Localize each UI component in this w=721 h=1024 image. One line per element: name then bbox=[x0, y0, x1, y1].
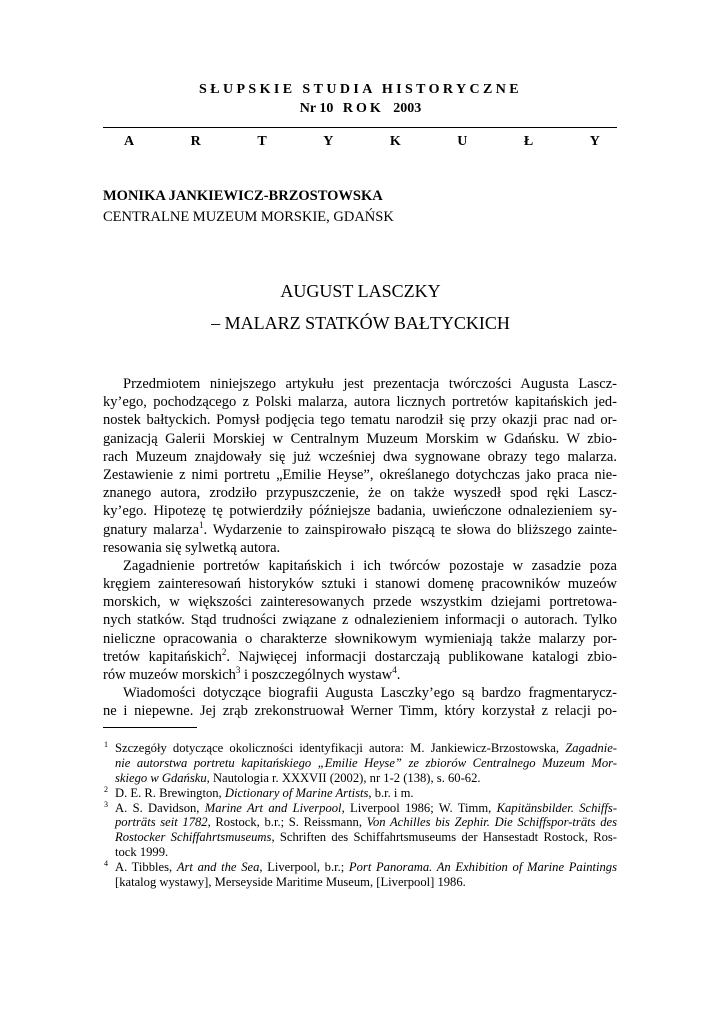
footnote-title: Von Achilles bis Zephir. Die Schiffspor-träts des bbox=[366, 815, 617, 830]
article-title-line1: AUGUST LASCZKY bbox=[280, 281, 441, 301]
footnote-number: 3 bbox=[104, 799, 108, 809]
journal-title: SŁUPSKIE STUDIA HISTORYCZNE bbox=[199, 82, 522, 97]
body-text: rów muzeów morskich bbox=[103, 667, 236, 683]
footnote bbox=[103, 801, 617, 861]
footnote-number: 4 bbox=[104, 859, 108, 869]
header-rule bbox=[103, 127, 617, 128]
footnote-line bbox=[115, 860, 617, 875]
body-line: ne i niepewne. Jej zrąb zrekonstruował Werner Timm, który korzystał z relacji po- bbox=[103, 703, 617, 720]
footnote-text: , b.r. i m. bbox=[368, 785, 414, 800]
body-line: morskich, w większości zainteresowanych przede wszystkim dziejami portretowa- bbox=[103, 594, 617, 611]
body-line: ky’ego, pochodzącego z Polski malarza, autora licznych portretów kapitańskich jed- bbox=[103, 394, 617, 411]
footnotes bbox=[103, 741, 617, 890]
footnote bbox=[103, 860, 617, 890]
body-line: znanego autora, zrodziło przypuszczenie, że on także wyszedł spod ręki Lascz- bbox=[103, 485, 617, 502]
section-letter: A bbox=[124, 134, 135, 149]
body-text: tretów kapitańskich bbox=[103, 648, 222, 665]
section-letter: Y bbox=[589, 134, 600, 149]
body-line: nych statków. Stąd trudności związane z odnalezieniem informacji o autorach. Tylko bbox=[103, 612, 617, 629]
section-letter: T bbox=[257, 134, 267, 149]
footnote-title: Kapitänsbilder. Schiffs- bbox=[496, 800, 618, 815]
footnote-text: A. S. Davidson, bbox=[115, 800, 205, 815]
body-line: Przedmiotem niniejszego artykułu jest prezentacja twórczości Augusta Lascz- bbox=[123, 376, 617, 392]
section-heading bbox=[124, 134, 600, 150]
footnote-line bbox=[115, 756, 617, 771]
footnote-text: , Schriften des Schiffahrtsmuseums der Hansestadt Rostock, Ros- bbox=[271, 830, 617, 845]
year-label: ROK bbox=[342, 101, 384, 116]
footnote-title: Zagadnie- bbox=[565, 741, 617, 755]
footnote-text: A. Tibbles, bbox=[115, 860, 177, 875]
footnote-line bbox=[115, 741, 617, 756]
article-body bbox=[103, 375, 617, 721]
body-line: ganizacją Galerii Morskiej w Centralnym Muzeum Morskim w Gdańsku. W zbio- bbox=[103, 430, 617, 447]
footnote-title: Dictionary of Marine Artists bbox=[224, 785, 369, 800]
issue-number-label: Nr bbox=[299, 101, 316, 116]
footnote-title: Marine Art and Liverpool bbox=[204, 800, 342, 815]
footnote-ref[interactable]: 1 bbox=[199, 519, 204, 530]
body-line: Zagadnienie portretów kapitańskich i ich twórców pozostaje w zasadzie poza bbox=[123, 557, 617, 574]
footnote-text: , Liverpool 1986; W. Timm, bbox=[341, 800, 497, 815]
footnote-rule bbox=[103, 727, 197, 728]
article-title-line2: – MALARZ STATKÓW BAŁTYCKICH bbox=[211, 313, 510, 333]
footnote-title: porträts seit 1782 bbox=[115, 815, 208, 830]
footnote-text: Szczegóły dotyczące okoliczności identyfikacji autora: M. Jankiewicz-Brzostowska, bbox=[115, 741, 566, 755]
footnote-line bbox=[115, 801, 617, 816]
footnote-text: , Nautologia r. XXXVII (2002), nr 1-2 (138), s. 60-62. bbox=[206, 770, 481, 785]
footnote-text: D. E. R. Brewington, bbox=[115, 785, 225, 800]
footnote-number: 1 bbox=[104, 740, 108, 749]
body-line bbox=[103, 666, 617, 684]
author-name: MONIKA JANKIEWICZ-BRZOSTOWSKA bbox=[103, 188, 383, 204]
body-line: resowania się sylwetką autora. bbox=[103, 539, 281, 556]
footnote-title: skiego w Gdańsku bbox=[115, 770, 207, 785]
body-line bbox=[103, 521, 617, 539]
section-letter: R bbox=[190, 134, 201, 149]
body-line bbox=[103, 648, 617, 666]
body-line: kręgiem zainteresowań historyków sztuki i stanowi domenę pracowników muzeów bbox=[103, 576, 617, 593]
body-line: ky’ego. Hipotezę tę potwierdziły późniejsze badania, uwieńczone odnalezieniem sy- bbox=[103, 503, 617, 520]
issue-number: 10 bbox=[319, 101, 334, 116]
footnote bbox=[103, 741, 617, 786]
footnote-line bbox=[115, 830, 617, 845]
footnote-text: , Liverpool, b.r.; bbox=[259, 860, 349, 875]
footnote-title: Art and the Sea bbox=[176, 860, 260, 875]
issue-line bbox=[0, 101, 721, 117]
section-letter: K bbox=[389, 134, 401, 149]
body-line: nieliczne opracowania o charakterze słownikowym wymieniają także malarzy por- bbox=[103, 630, 617, 647]
body-line: Wiadomości dotyczące biografii Augusta Lasczky’ego są bardzo fragmentarycz- bbox=[123, 685, 617, 702]
footnote-title: Port Panorama. An Exhibition of Marine Paintings bbox=[348, 860, 617, 875]
body-text: gnatury malarza bbox=[103, 521, 200, 538]
body-text: . Najwięcej informacji dostarczają publikowane katalogi zbio- bbox=[226, 648, 617, 665]
section-letter: Ł bbox=[523, 134, 534, 149]
footnote-line bbox=[115, 815, 617, 830]
author-affiliation: CENTRALNE MUZEUM MORSKIE, GDAŃSK bbox=[103, 209, 394, 225]
body-line: Zestawienie z nimi portretu „Emilie Heyse”, określanego dotychczas jako praca nie- bbox=[103, 466, 617, 483]
footnote-ref[interactable]: 2 bbox=[221, 646, 227, 657]
footnote-title: nie autorstwa portretu kapitańskiego „Emilie Heyse” ze zbiorów Centralnego Muzeum Mor- bbox=[115, 755, 617, 770]
footnote-ref[interactable]: 4 bbox=[392, 665, 397, 676]
body-line: rach Muzeum znajdowały się już wcześniej dwa sygnowane obrazy tego malarza. bbox=[103, 448, 617, 465]
footnote-number: 2 bbox=[104, 784, 108, 794]
footnote-title: Rostocker Schiffahrtsmuseums bbox=[115, 830, 272, 845]
issue-year: 2003 bbox=[393, 101, 422, 116]
footnote-text: , Rostock, b.r.; S. Reissmann, bbox=[207, 815, 367, 830]
footnote bbox=[103, 786, 617, 801]
footnote-line bbox=[115, 771, 617, 786]
body-text: . bbox=[396, 667, 401, 683]
section-letter: Y bbox=[323, 134, 334, 149]
footnote-line: tock 1999. bbox=[115, 845, 169, 860]
footnote-ref[interactable]: 3 bbox=[235, 665, 241, 676]
footnote-line: [katalog wystawy], Merseyside Maritime Museum, [Liverpool] 1986. bbox=[115, 875, 466, 890]
body-text: i poszczególnych wystaw bbox=[240, 667, 393, 683]
body-text: . Wydarzenie to zainspirowało piszącą te słowa do bliższego zainte- bbox=[203, 521, 617, 538]
body-line: nostek bałtyckich. Pomysł podjęcia tego tematu narodził się przy okazji prac nad or- bbox=[103, 412, 617, 429]
footnote-line bbox=[115, 786, 617, 801]
section-letter: U bbox=[457, 134, 468, 149]
